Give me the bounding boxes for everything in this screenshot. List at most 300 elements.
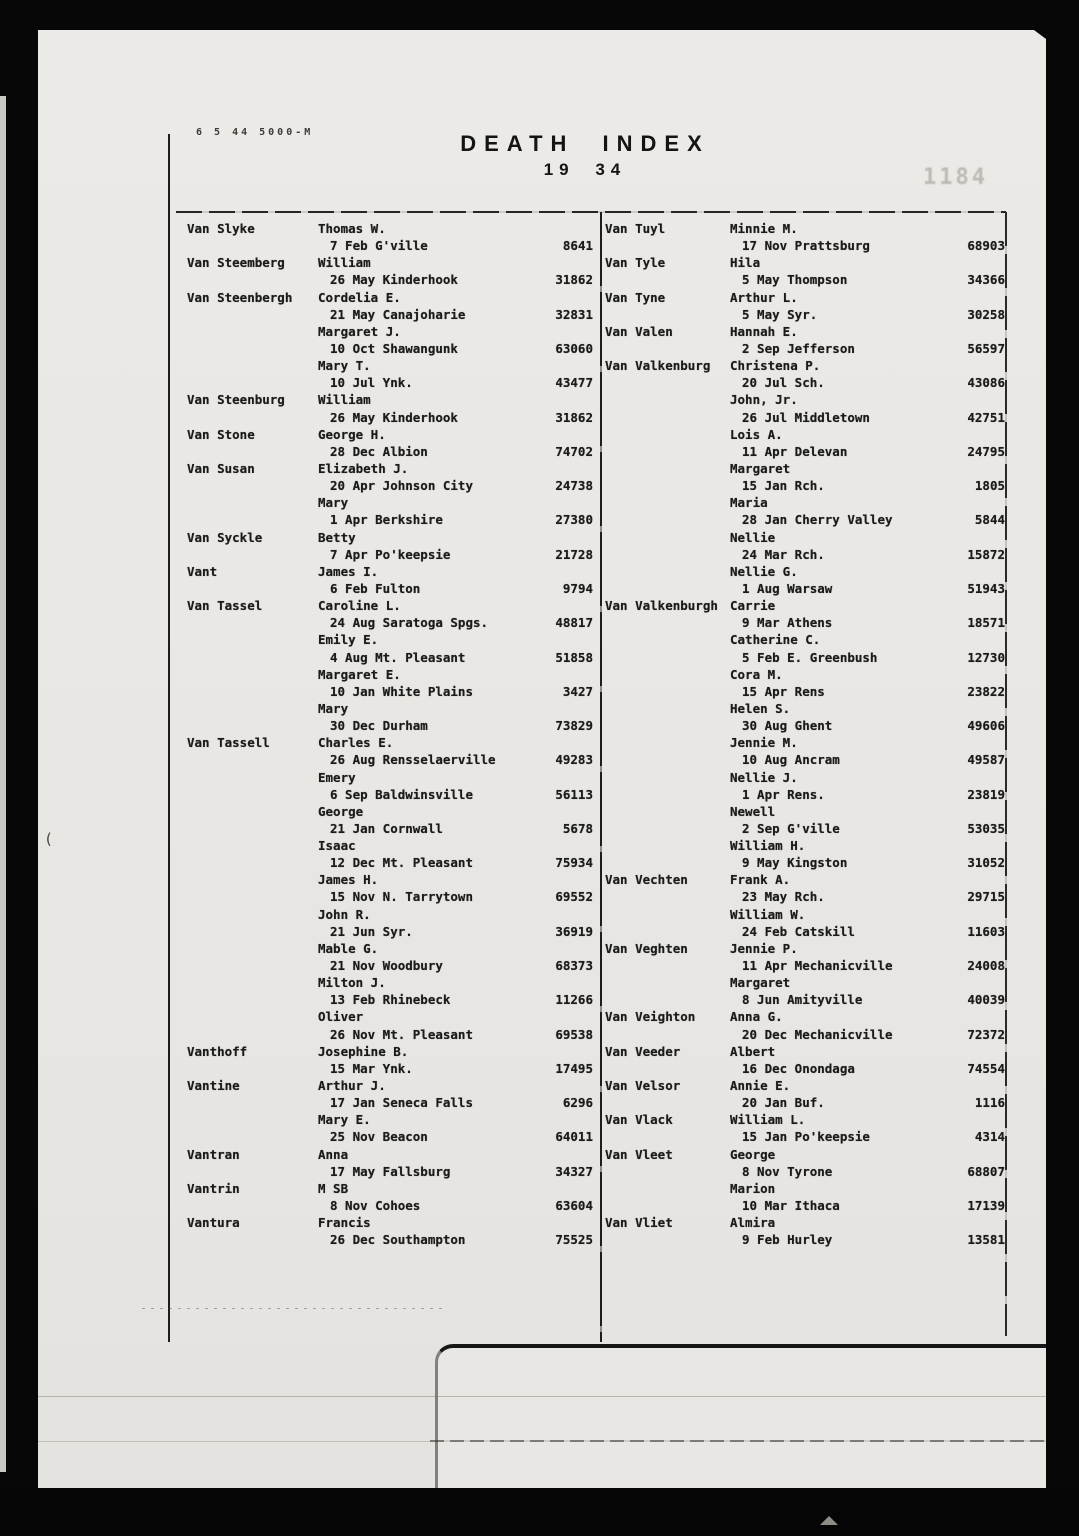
given-name: Josephine B. [318, 1043, 409, 1059]
certificate-number: 31862 [555, 409, 593, 425]
certificate-number: 17495 [555, 1060, 593, 1076]
certificate-number: 12730 [967, 649, 1005, 665]
index-name-line [187, 221, 593, 238]
certificate-number: 63060 [555, 340, 593, 356]
index-detail-line [187, 1027, 593, 1044]
date-and-place: 20 Apr Johnson City [330, 478, 473, 494]
index-detail-line [187, 410, 593, 427]
date-and-place: 26 Nov Mt. Pleasant [330, 1026, 473, 1042]
index-name-line [187, 358, 593, 375]
given-name: Hila [730, 255, 761, 271]
date-and-place: 8 Nov Tyrone [742, 1163, 833, 1179]
index-detail-line [605, 478, 1005, 495]
index-detail-line [187, 547, 593, 564]
given-name: William [318, 392, 371, 408]
surname: Van Tyle [605, 255, 666, 271]
date-and-place: 8 Nov Cohoes [330, 1198, 421, 1214]
certificate-number: 75934 [555, 855, 593, 871]
index-detail-line [187, 272, 593, 289]
certificate-number: 36919 [555, 923, 593, 939]
film-border-left [6, 30, 38, 1536]
index-detail-line [605, 958, 1005, 975]
index-name-line [605, 804, 1005, 821]
index-detail-line [605, 1129, 1005, 1146]
index-name-line [187, 564, 593, 581]
date-and-place: 9 Mar Athens [742, 615, 833, 631]
index-name-line [187, 701, 593, 718]
surname: Van Vliet [605, 1215, 673, 1231]
given-name: Minnie M. [730, 221, 798, 236]
index-name-line [187, 872, 593, 889]
given-name: Cora M. [730, 666, 783, 682]
date-and-place: 20 Dec Mechanicville [742, 1026, 893, 1042]
certificate-number: 24795 [967, 443, 1005, 459]
given-name: Betty [318, 529, 356, 545]
film-border-right [1046, 30, 1079, 1536]
index-name-line [187, 770, 593, 787]
index-detail-line [187, 1095, 593, 1112]
certificate-number: 49587 [967, 752, 1005, 768]
certificate-number: 74702 [555, 443, 593, 459]
date-and-place: 30 Aug Ghent [742, 718, 833, 734]
given-name: M SB [318, 1180, 349, 1196]
date-and-place: 5 May Syr. [742, 306, 818, 322]
given-name: Cordelia E. [318, 289, 401, 305]
certificate-number: 74554 [967, 1060, 1005, 1076]
given-name: Elizabeth J. [318, 460, 409, 476]
index-detail-line [605, 1198, 1005, 1215]
certificate-number: 73829 [555, 718, 593, 734]
date-and-place: 30 Dec Durham [330, 718, 428, 734]
surname: Van Veeder [605, 1043, 681, 1059]
index-name-line [605, 598, 1005, 615]
given-name: Margaret [730, 975, 791, 991]
given-name: Frank A. [730, 872, 791, 888]
date-and-place: 11 Apr Delevan [742, 443, 848, 459]
given-name: Margaret [730, 460, 791, 476]
given-name: Thomas W. [318, 221, 386, 236]
index-detail-line [187, 1232, 593, 1249]
date-and-place: 15 Mar Ynk. [330, 1060, 413, 1076]
index-detail-line [187, 924, 593, 941]
scan-artifact-mark: ( [44, 830, 54, 848]
index-name-line [605, 1112, 1005, 1129]
date-and-place: 6 Feb Fulton [330, 580, 421, 596]
certificate-number: 48817 [555, 615, 593, 631]
surname: Vantran [187, 1146, 240, 1162]
index-name-line [605, 392, 1005, 409]
certificate-number: 56113 [555, 786, 593, 802]
given-name: James H. [318, 872, 379, 888]
index-detail-line [187, 341, 593, 358]
index-name-line [187, 1009, 593, 1026]
index-name-line [605, 1044, 1005, 1061]
given-name: Newell [730, 803, 776, 819]
index-name-line [605, 872, 1005, 889]
index-name-line [187, 495, 593, 512]
surname: Van Steenbergh [187, 289, 293, 305]
index-detail-line [187, 821, 593, 838]
index-name-line [605, 1078, 1005, 1095]
date-and-place: 8 Jun Amityville [742, 992, 863, 1008]
surname: Van Veghten [605, 940, 688, 956]
index-column-left [187, 221, 593, 1249]
date-and-place: 26 Jul Middletown [742, 409, 870, 425]
surname: Van Valkenburgh [605, 598, 718, 614]
given-name: Mary [318, 700, 349, 716]
document-page [38, 30, 1046, 1342]
surname: Vanthoff [187, 1043, 248, 1059]
certificate-number: 64011 [555, 1129, 593, 1145]
index-detail-line [605, 410, 1005, 427]
date-and-place: 1 Apr Rens. [742, 786, 825, 802]
film-border-bottom [0, 1488, 1079, 1536]
given-name: Nellie [730, 529, 776, 545]
index-name-line [605, 838, 1005, 855]
date-and-place: 21 Jan Cornwall [330, 820, 443, 836]
date-and-place: 6 Sep Baldwinsville [330, 786, 473, 802]
index-detail-line [605, 547, 1005, 564]
surname: Van Vlack [605, 1112, 673, 1128]
index-name-line [187, 598, 593, 615]
certificate-number: 56597 [967, 340, 1005, 356]
certificate-number: 68903 [967, 238, 1005, 254]
index-name-line [605, 358, 1005, 375]
certificate-number: 18571 [967, 615, 1005, 631]
certificate-number: 11266 [555, 992, 593, 1008]
date-and-place: 2 Sep G'ville [742, 820, 840, 836]
given-name: Isaac [318, 838, 356, 854]
index-detail-line [605, 581, 1005, 598]
index-name-line [605, 495, 1005, 512]
page-year: 19 34 [543, 160, 627, 179]
index-detail-line [187, 478, 593, 495]
given-name: Marion [730, 1180, 776, 1196]
surname: Van Steemberg [187, 255, 285, 271]
given-name: Arthur J. [318, 1078, 386, 1094]
certificate-number: 31862 [555, 272, 593, 288]
certificate-number: 34327 [555, 1163, 593, 1179]
index-detail-line [605, 1061, 1005, 1078]
index-name-line [605, 530, 1005, 547]
form-print-code: 6 5 44 5000-M [196, 127, 314, 138]
page-title: DEATH INDEX [460, 131, 710, 156]
index-name-line [605, 324, 1005, 341]
stacked-page-line-3 [38, 1441, 430, 1442]
index-name-line [605, 461, 1005, 478]
given-name: Jennie P. [730, 940, 798, 956]
index-name-line [187, 530, 593, 547]
certificate-number: 17139 [967, 1198, 1005, 1214]
index-detail-line [187, 684, 593, 701]
date-and-place: 21 Nov Woodbury [330, 958, 443, 974]
certificate-number: 49283 [555, 752, 593, 768]
index-detail-line [605, 889, 1005, 906]
certificate-number: 34366 [967, 272, 1005, 288]
date-and-place: 10 Oct Shawangunk [330, 340, 458, 356]
surname: Van Slyke [187, 221, 255, 236]
date-and-place: 9 May Kingston [742, 855, 848, 871]
index-detail-line [187, 889, 593, 906]
date-and-place: 10 Aug Ancram [742, 752, 840, 768]
certificate-number: 5844 [974, 512, 1005, 528]
given-name: Mary [318, 495, 349, 511]
date-and-place: 9 Feb Hurley [742, 1232, 833, 1248]
certificate-number: 27380 [555, 512, 593, 528]
certificate-number: 24008 [967, 958, 1005, 974]
surname: Vantura [187, 1215, 240, 1231]
certificate-number: 69552 [555, 889, 593, 905]
surname: Vantine [187, 1078, 240, 1094]
index-name-line [187, 804, 593, 821]
certificate-number: 32831 [555, 306, 593, 322]
certificate-number: 21728 [555, 546, 593, 562]
given-name: William L. [730, 1112, 806, 1128]
date-and-place: 11 Apr Mechanicville [742, 958, 893, 974]
surname: Van Syckle [187, 529, 263, 545]
index-detail-line [187, 718, 593, 735]
table-column-divider [600, 212, 602, 1342]
index-detail-line [187, 512, 593, 529]
certificate-number: 3427 [562, 683, 593, 699]
certificate-number: 72372 [967, 1026, 1005, 1042]
certificate-number: 75525 [555, 1232, 593, 1248]
certificate-number: 29715 [967, 889, 1005, 905]
certificate-number: 23822 [967, 683, 1005, 699]
date-and-place: 24 Aug Saratoga Spgs. [330, 615, 489, 631]
date-and-place: 1 Apr Berkshire [330, 512, 443, 528]
given-name: Milton J. [318, 975, 386, 991]
index-name-line [187, 290, 593, 307]
index-name-line [187, 667, 593, 684]
surname: Van Stone [187, 426, 255, 442]
index-detail-line [605, 272, 1005, 289]
index-detail-line [605, 1164, 1005, 1181]
certificate-number: 1805 [974, 478, 1005, 494]
date-and-place: 26 May Kinderhook [330, 272, 458, 288]
index-name-line [605, 564, 1005, 581]
date-and-place: 24 Feb Catskill [742, 923, 855, 939]
given-name: Anna [318, 1146, 349, 1162]
index-column-right [605, 221, 1005, 1249]
index-name-line [605, 1147, 1005, 1164]
surname: Van Valen [605, 323, 673, 339]
index-name-line [187, 1147, 593, 1164]
table-top-rule [176, 211, 1006, 213]
date-and-place: 26 Dec Southampton [330, 1232, 466, 1248]
index-name-line [187, 1215, 593, 1232]
date-and-place: 15 Jan Rch. [742, 478, 825, 494]
surname: Van Velsor [605, 1078, 681, 1094]
index-detail-line [187, 787, 593, 804]
index-detail-line [187, 1198, 593, 1215]
date-and-place: 10 Jul Ynk. [330, 375, 413, 391]
date-and-place: 5 Feb E. Greenbush [742, 649, 878, 665]
given-name: Christena P. [730, 358, 821, 374]
index-name-line [605, 975, 1005, 992]
certificate-number: 5678 [562, 820, 593, 836]
given-name: Margaret E. [318, 666, 401, 682]
surname: Van Tuyl [605, 221, 666, 236]
given-name: Emery [318, 769, 356, 785]
given-name: Emily E. [318, 632, 379, 648]
index-name-line [187, 1181, 593, 1198]
given-name: Mable G. [318, 940, 379, 956]
index-detail-line [187, 581, 593, 598]
index-detail-line [187, 307, 593, 324]
certificate-number: 42751 [967, 409, 1005, 425]
given-name: James I. [318, 563, 379, 579]
date-and-place: 17 Nov Prattsburg [742, 238, 870, 254]
given-name: William W. [730, 906, 806, 922]
film-edge-sliver [0, 96, 6, 1472]
given-name: Mary T. [318, 358, 371, 374]
index-name-line [187, 1078, 593, 1095]
index-name-line [187, 632, 593, 649]
surname: Van Veighton [605, 1009, 696, 1025]
index-detail-line [605, 1095, 1005, 1112]
date-and-place: 15 Jan Po'keepsie [742, 1129, 870, 1145]
index-detail-line [605, 375, 1005, 392]
date-and-place: 26 May Kinderhook [330, 409, 458, 425]
date-and-place: 4 Aug Mt. Pleasant [330, 649, 466, 665]
given-name: Carrie [730, 598, 776, 614]
surname: Van Steenburg [187, 392, 285, 408]
index-detail-line [187, 752, 593, 769]
surname: Van Valkenburg [605, 358, 711, 374]
stacked-page-edge [435, 1344, 1049, 1494]
index-name-line [187, 461, 593, 478]
index-detail-line [605, 752, 1005, 769]
index-detail-line [605, 444, 1005, 461]
index-name-line [605, 1181, 1005, 1198]
index-detail-line [187, 1164, 593, 1181]
certificate-number: 11603 [967, 923, 1005, 939]
table-left-rule [168, 134, 170, 1342]
date-and-place: 24 Mar Rch. [742, 546, 825, 562]
date-and-place: 21 May Canajoharie [330, 306, 466, 322]
given-name: Francis [318, 1215, 371, 1231]
date-and-place: 13 Feb Rhinebeck [330, 992, 451, 1008]
index-detail-line [605, 992, 1005, 1009]
film-border-left-cap [0, 30, 6, 96]
certificate-number: 43477 [555, 375, 593, 391]
table-right-rule [1005, 212, 1007, 1336]
date-and-place: 7 Apr Po'keepsie [330, 546, 451, 562]
given-name: Maria [730, 495, 768, 511]
given-name: Catherine C. [730, 632, 821, 648]
certificate-number: 53035 [967, 820, 1005, 836]
index-detail-line [187, 992, 593, 1009]
stacked-page-line-1 [38, 1396, 1046, 1397]
surname: Vant [187, 563, 218, 579]
date-and-place: 10 Mar Ithaca [742, 1198, 840, 1214]
certificate-number: 51858 [555, 649, 593, 665]
certificate-number: 6296 [562, 1095, 593, 1111]
index-detail-line [605, 1027, 1005, 1044]
index-name-line [605, 667, 1005, 684]
date-and-place: 21 Jun Syr. [330, 923, 413, 939]
index-name-line [605, 907, 1005, 924]
certificate-number: 13581 [967, 1232, 1005, 1248]
index-detail-line [187, 650, 593, 667]
index-name-line [187, 255, 593, 272]
index-detail-line [605, 718, 1005, 735]
date-and-place: 26 Aug Rensselaerville [330, 752, 496, 768]
index-name-line [605, 427, 1005, 444]
certificate-number: 9794 [562, 580, 593, 596]
given-name: Lois A. [730, 426, 783, 442]
given-name: Charles E. [318, 735, 394, 751]
date-and-place: 17 Jan Seneca Falls [330, 1095, 473, 1111]
index-name-line [187, 1044, 593, 1061]
surname: Van Tassel [187, 598, 263, 614]
film-artifact-triangle [820, 1516, 838, 1525]
given-name: Arthur L. [730, 289, 798, 305]
date-and-place: 2 Sep Jefferson [742, 340, 855, 356]
date-and-place: 5 May Thompson [742, 272, 848, 288]
surname: Vantrin [187, 1180, 240, 1196]
index-detail-line [605, 855, 1005, 872]
index-detail-line [605, 307, 1005, 324]
surname: Van Vleet [605, 1146, 673, 1162]
given-name: John, Jr. [730, 392, 798, 408]
index-name-line [605, 1009, 1005, 1026]
index-name-line [605, 632, 1005, 649]
given-name: Jennie M. [730, 735, 798, 751]
page-bottom-dotted-edge [142, 1308, 442, 1309]
index-detail-line [605, 650, 1005, 667]
date-and-place: 7 Feb G'ville [330, 238, 428, 254]
certificate-number: 24738 [555, 478, 593, 494]
given-name: Anna G. [730, 1009, 783, 1025]
date-and-place: 17 May Fallsburg [330, 1163, 451, 1179]
index-name-line [605, 290, 1005, 307]
certificate-number: 68373 [555, 958, 593, 974]
index-name-line [187, 975, 593, 992]
certificate-number: 43086 [967, 375, 1005, 391]
index-name-line [187, 838, 593, 855]
certificate-number: 15872 [967, 546, 1005, 562]
index-detail-line [605, 821, 1005, 838]
given-name: George [318, 803, 364, 819]
page-corner-notch [1034, 30, 1046, 39]
index-name-line [605, 221, 1005, 238]
index-detail-line [605, 684, 1005, 701]
certificate-number: 68807 [967, 1163, 1005, 1179]
index-detail-line [187, 375, 593, 392]
certificate-number: 30258 [967, 306, 1005, 322]
date-and-place: 16 Dec Onondaga [742, 1060, 855, 1076]
given-name: Nellie J. [730, 769, 798, 785]
index-detail-line [605, 787, 1005, 804]
given-name: William [318, 255, 371, 271]
given-name: Hannah E. [730, 323, 798, 339]
page-number-stamp: 1184 [923, 165, 988, 190]
date-and-place: 28 Dec Albion [330, 443, 428, 459]
index-name-line [187, 735, 593, 752]
index-detail-line [187, 1061, 593, 1078]
date-and-place: 10 Jan White Plains [330, 683, 473, 699]
date-and-place: 23 May Rch. [742, 889, 825, 905]
given-name: Nellie G. [730, 563, 798, 579]
index-detail-line [187, 444, 593, 461]
given-name: Caroline L. [318, 598, 401, 614]
given-name: Margaret J. [318, 323, 401, 339]
index-name-line [605, 1215, 1005, 1232]
date-and-place: 20 Jul Sch. [742, 375, 825, 391]
certificate-number: 51943 [967, 580, 1005, 596]
